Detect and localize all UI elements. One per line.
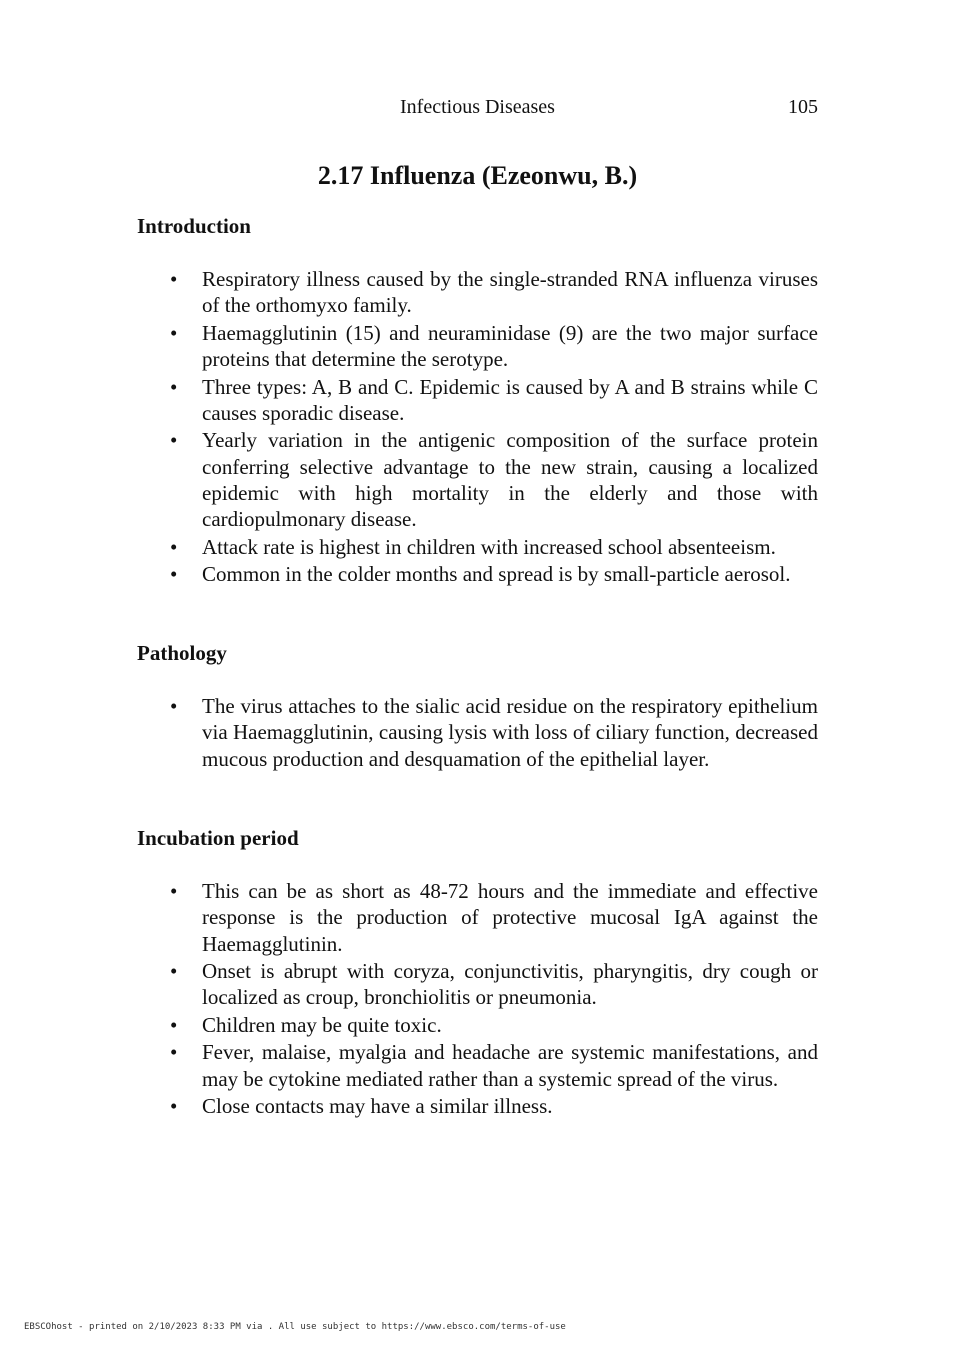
section-heading: Introduction [137, 214, 251, 238]
list-item-text: Yearly variation in the antigenic composition of the surface protein conferring selective advantage to the new strain, causing a localized epidemic with high mortality in the elderly and those with cardiopulmonary disease. [202, 428, 818, 532]
section-incubation-period [137, 825, 818, 1121]
running-header [137, 96, 818, 122]
bullet-icon: • [170, 959, 178, 984]
list-item-text: The virus attaches to the sialic acid residue on the respiratory epithelium via Haemagglutinin, causing lysis with loss of ciliary function, decreased mucous production and desquamation of the epithelial layer. [202, 694, 818, 771]
section-pathology [137, 640, 818, 773]
bullet-icon: • [170, 374, 178, 399]
list-item [137, 958, 818, 1011]
list-item-text: Respiratory illness caused by the single-stranded RNA influenza viruses of the orthomyxo family. [202, 267, 818, 318]
list-item-text: Fever, malaise, myalgia and headache are systemic manifestations, and may be cytokine mediated rather than a systemic spread of the virus. [202, 1040, 818, 1091]
chapter-title: 2.17 Influenza (Ezeonwu, B.) [317, 161, 638, 190]
bullet-icon: • [170, 267, 178, 291]
section-introduction [137, 213, 818, 589]
bullet-icon: • [170, 1094, 178, 1119]
bullet-icon: • [170, 879, 178, 903]
list-item [137, 693, 818, 772]
running-title: Infectious Diseases [400, 96, 555, 118]
list-item [137, 266, 818, 319]
list-item [137, 878, 818, 957]
list-item-text: Common in the colder months and spread is by small-particle aerosol. [202, 562, 791, 587]
bullet-icon: • [170, 534, 178, 559]
section-heading: Pathology [137, 641, 227, 665]
list-item [137, 374, 818, 427]
list-item-text: Close contacts may have a similar illness. [202, 1094, 553, 1119]
bullet-icon: • [170, 694, 178, 718]
bullet-list [137, 878, 818, 1119]
list-item [137, 534, 818, 560]
list-item [137, 1039, 818, 1092]
page-number: 105 [788, 96, 818, 118]
bullet-icon: • [170, 320, 178, 345]
print-footer: EBSCOhost - printed on 2/10/2023 8:33 PM via . All use subject to https://www.ebsco.com/terms-of-use [24, 1322, 566, 1332]
bullet-icon: • [170, 1012, 178, 1037]
bullet-icon: • [170, 1040, 178, 1065]
list-item-text: This can be as short as 48-72 hours and the immediate and effective response is the production of protective mucosal IgA against the Haemagglutinin. [202, 879, 818, 956]
bullet-list [137, 693, 818, 772]
bullet-list [137, 266, 818, 588]
list-item-text: Onset is abrupt with coryza, conjunctivitis, pharyngitis, dry cough or localized as croup, bronchiolitis or pneumonia. [202, 959, 818, 1010]
list-item [137, 1012, 818, 1038]
list-item [137, 561, 818, 587]
list-item [137, 320, 818, 373]
list-item [137, 1093, 818, 1119]
bullet-icon: • [170, 428, 178, 453]
list-item-text: Haemagglutinin (15) and neuraminidase (9) are the two major surface proteins that determine the serotype. [202, 320, 818, 372]
list-item-text: Three types: A, B and C. Epidemic is caused by A and B strains while C causes sporadic disease. [202, 374, 818, 425]
bullet-icon: • [170, 562, 178, 587]
list-item [137, 427, 818, 532]
list-item-text: Children may be quite toxic. [202, 1012, 442, 1037]
section-heading: Incubation period [137, 826, 299, 850]
list-item-text: Attack rate is highest in children with increased school absenteeism. [202, 534, 776, 559]
